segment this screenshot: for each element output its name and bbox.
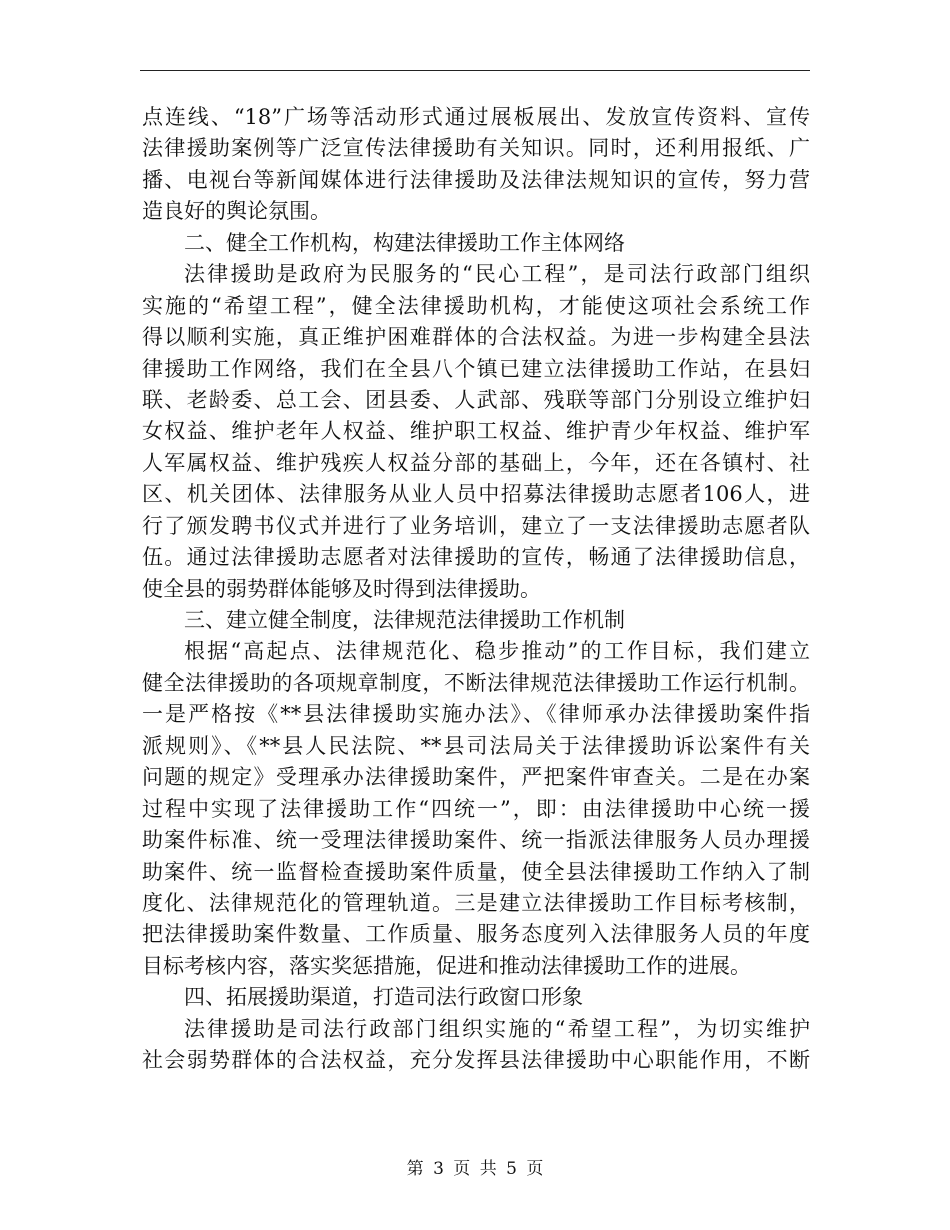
paragraph-line: 联、老龄委、总工会、团县委、人武部、残联等部门分别设立维护妇 (142, 387, 810, 412)
paragraph-line: 过程中实现了法律援助工作“四统一”，即：由法律援助中心统一援 (142, 796, 810, 821)
paragraph-line: 法律援助是政府为民服务的“民心工程”，是司法行政部门组织 (184, 262, 810, 287)
paragraph-line: 播、电视台等新闻媒体进行法律援助及法律法规知识的宣传，努力营 (142, 167, 810, 192)
paragraph-line: 法律援助是司法行政部门组织实施的“希望工程”，为切实维护 (184, 1016, 810, 1041)
paragraph-line: 助案件、统一监督检查援助案件质量，使全县法律援助工作纳入了制 (142, 859, 810, 884)
paragraph-line: 使全县的弱势群体能够及时得到法律援助。 (142, 576, 541, 601)
paragraph-line: 造良好的舆论氛围。 (142, 199, 331, 224)
document-body (142, 102, 810, 1077)
paragraph-line: 健全法律援助的各项规章制度，不断法律规范法律援助工作运行机制。 (142, 670, 810, 695)
paragraph-line: 区、机关团体、法律服务从业人员中招募法律援助志愿者106人，进 (142, 482, 810, 507)
paragraph-line: 得以顺利实施，真正维护困难群体的合法权益。为进一步构建全县法 (142, 325, 810, 350)
page-number: 第 3 页 共 5 页 (406, 1159, 544, 1179)
paragraph-line: 目标考核内容，落实奖惩措施，促进和推动法律援助工作的进展。 (142, 953, 751, 978)
paragraph-line: 点连线、“18”广场等活动形式通过展板展出、发放宣传资料、宣传 (142, 105, 810, 129)
paragraph-line: 实施的“希望工程”，健全法律援助机构，才能使这项社会系统工作 (142, 293, 810, 318)
paragraph-line: 律援助工作网络，我们在全县八个镇已建立法律援助工作站，在县妇 (142, 356, 810, 381)
section-heading: 三、建立健全制度，法律规范法律援助工作机制 (184, 608, 625, 632)
paragraph-line: 根据“高起点、法律规范化、稳步推动”的工作目标，我们建立 (184, 639, 810, 664)
paragraph-line: 把法律援助案件数量、工作质量、服务态度列入法律服务人员的年度 (142, 922, 810, 947)
paragraph-line: 行了颁发聘书仪式并进行了业务培训，建立了一支法律援助志愿者队 (142, 513, 810, 538)
section-heading: 四、拓展援助渠道，打造司法行政窗口形象 (184, 985, 583, 1010)
paragraph-line: 女权益、维护老年人权益、维护职工权益、维护青少年权益、维护军 (142, 419, 810, 444)
paragraph-line: 助案件标准、统一受理法律援助案件、统一指派法律服务人员办理援 (142, 828, 810, 853)
paragraph-line: 法律援助案例等广泛宣传法律援助有关知识。同时，还利用报纸、广 (142, 136, 810, 161)
paragraph-line: 社会弱势群体的合法权益，充分发挥县法律援助中心职能作用，不断 (142, 1048, 810, 1073)
paragraph-line: 一是严格按《**县法律援助实施办法》、《律师承办法律援助案件指 (142, 702, 810, 727)
section-heading: 二、健全工作机构，构建法律援助工作主体网络 (184, 230, 625, 255)
paragraph-line: 派规则》、《**县人民法院、**县司法局关于法律援助诉讼案件有关 (142, 733, 810, 758)
paragraph-line: 伍。通过法律援助志愿者对法律援助的宣传，畅通了法律援助信息， (142, 545, 810, 570)
paragraph-line: 问题的规定》受理承办法律援助案件，严把案件审查关。二是在办案 (142, 765, 810, 790)
paragraph-line: 人军属权益、维护残疾人权益分部的基础上，今年，还在各镇村、社 (142, 450, 810, 475)
header-rule (140, 70, 810, 71)
paragraph-line: 度化、法律规范化的管理轨道。三是建立法律援助工作目标考核制， (142, 890, 810, 915)
